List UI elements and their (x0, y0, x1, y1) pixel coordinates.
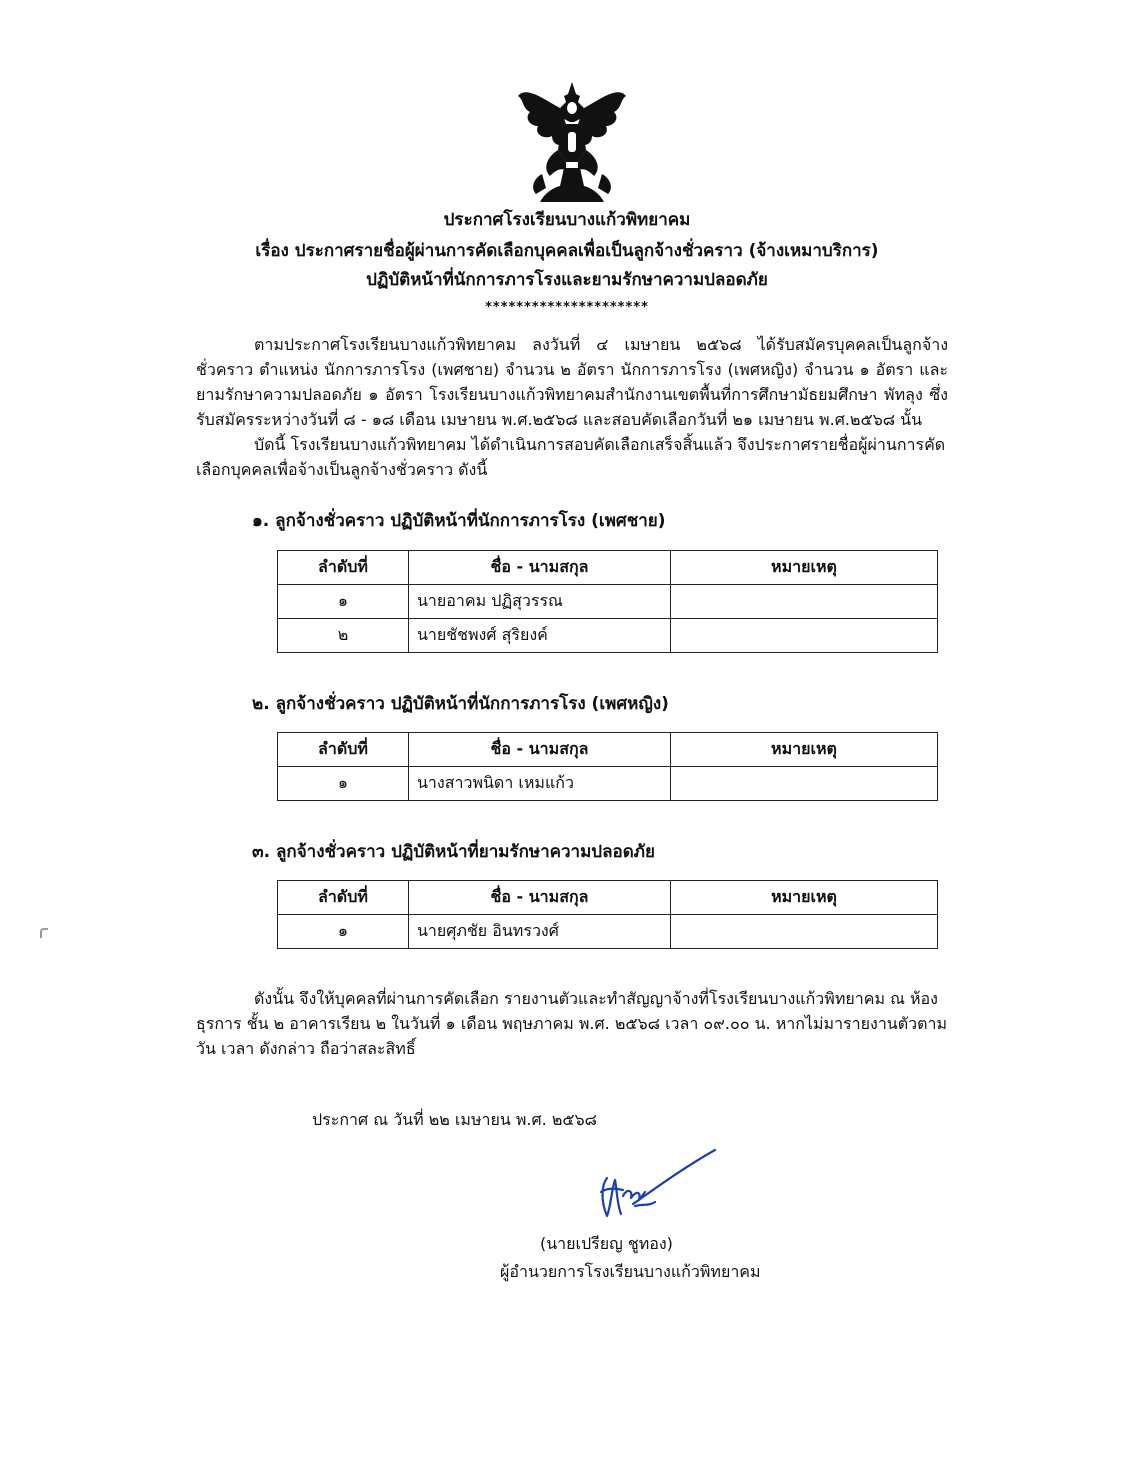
cell-name: นางสาวพนิดา เหมแก้ว (408, 767, 670, 801)
header-name: ชื่อ - นามสกุล (408, 551, 670, 585)
separator-stars: ********************* (485, 300, 649, 315)
announcement-subject: เรื่อง ประกาศรายชื่อผู้ผ่านการคัดเลือกบุคคลเพื่อเป็นลูกจ้างชั่วคราว (จ้างเหมาบริการ) (255, 241, 879, 261)
header-remark: หมายเหตุ (670, 551, 937, 585)
intro-paragraphs (196, 332, 948, 482)
cell-no: ๒ (278, 619, 409, 653)
announce-date: ประกาศ ณ วันที่ ๒๒ เมษายน พ.ศ. ๒๕๖๘ (312, 1110, 597, 1129)
section-title-female-janitor: ๒. ลูกจ้างชั่วคราว ปฏิบัติหน้าที่นักการภารโรง (เพศหญิง) (252, 694, 669, 714)
table-male-janitor (277, 550, 938, 653)
section-title-security-guard: ๓. ลูกจ้างชั่วคราว ปฏิบัติหน้าที่ยามรักษาความปลอดภัย (252, 842, 655, 862)
cell-name: นายศุภชัย อินทรวงศ์ (408, 915, 670, 949)
intro-paragraph-2: บัดนี้ โรงเรียนบางแก้วพิทยาคม ได้ดำเนินการสอบคัดเลือกเสร็จสิ้นแล้ว จึงประกาศรายชื่อผู้ผ่านการคัดเลือกบุคคลเพื่อจ้างเป็นลูกจ้างชั่วคราว ดังนี้ (196, 435, 946, 479)
scan-mark (40, 928, 48, 938)
garuda-emblem-icon (512, 78, 632, 206)
cell-remark (670, 585, 937, 619)
cell-remark (670, 619, 937, 653)
cell-name: นายอาคม ปฏิสุวรรณ (408, 585, 670, 619)
header-remark: หมายเหตุ (670, 733, 937, 767)
table-row (278, 585, 938, 619)
signer-position: ผู้อำนวยการโรงเรียนบางแก้วพิทยาคม (500, 1262, 761, 1281)
section-title-male-janitor: ๑. ลูกจ้างชั่วคราว ปฏิบัติหน้าที่นักการภารโรง (เพศชาย) (252, 511, 666, 531)
table-row (278, 767, 938, 801)
table-row (278, 619, 938, 653)
header-no: ลำดับที่ (278, 551, 409, 585)
signature-graphic (593, 1146, 721, 1228)
header-name: ชื่อ - นามสกุล (408, 881, 670, 915)
cell-remark (671, 915, 938, 949)
intro-paragraph-1: ตามประกาศโรงเรียนบางแก้วพิทยาคม ลงวันที่ ๔ เมษายน ๒๕๖๘ ได้รับสมัครบุคคลเป็นลูกจ้างชั่วคราว ตำแหน่ง นักการภารโรง (เพศชาย) จำนวน ๒ อัตรา นักการภารโรง (เพศหญิง) จำนวน ๑ อัตรา และยามรักษาความปลอดภัย ๑ อัตรา โรงเรียนบางแก้วพิทยาคมสำนักงานเขตพื้นที่การศึกษามัธยมศึกษา พัทลุง ซึ่งรับสมัครระหว่างวันที่ ๘ - ๑๘ เดือน เมษายน พ.ศ.๒๕๖๘ และสอบคัดเลือกวันที่ ๒๑ เมษายน พ.ศ.๒๕๖๘ นั้น (196, 335, 948, 429)
announcement-issuer: ประกาศโรงเรียนบางแก้วพิทยาคม (443, 210, 691, 230)
announcement-subject-line2: ปฏิบัติหน้าที่นักการภารโรงและยามรักษาความปลอดภัย (366, 270, 768, 290)
header-remark: หมายเหตุ (671, 881, 938, 915)
table-female-janitor (277, 732, 938, 801)
cell-name: นายชัชพงศ์ สุริยงค์ (408, 619, 670, 653)
cell-no: ๑ (278, 767, 409, 801)
table-security-guard (277, 880, 938, 949)
cell-remark (670, 767, 937, 801)
cell-no: ๑ (278, 585, 409, 619)
table-row (278, 915, 938, 949)
header-no: ลำดับที่ (278, 733, 409, 767)
header-name: ชื่อ - นามสกุล (408, 733, 670, 767)
header-no: ลำดับที่ (278, 881, 409, 915)
closing-paragraph: ดังนั้น จึงให้บุคคลที่ผ่านการคัดเลือก รายงานตัวและทำสัญญาจ้างที่โรงเรียนบางแก้วพิทยาคม ณ ห้องธุรการ ชั้น ๒ อาคารเรียน ๒ ในวันที่ ๑ เดือน พฤษภาคม พ.ศ. ๒๕๖๘ เวลา ๐๙.๐๐ น. หากไม่มารายงานตัวตามวัน เวลา ดังกล่าว ถือว่าสละสิทธิ์ (196, 989, 948, 1058)
signer-name: (นายเปรียญ ชูทอง) (540, 1234, 673, 1253)
cell-no: ๑ (278, 915, 409, 949)
